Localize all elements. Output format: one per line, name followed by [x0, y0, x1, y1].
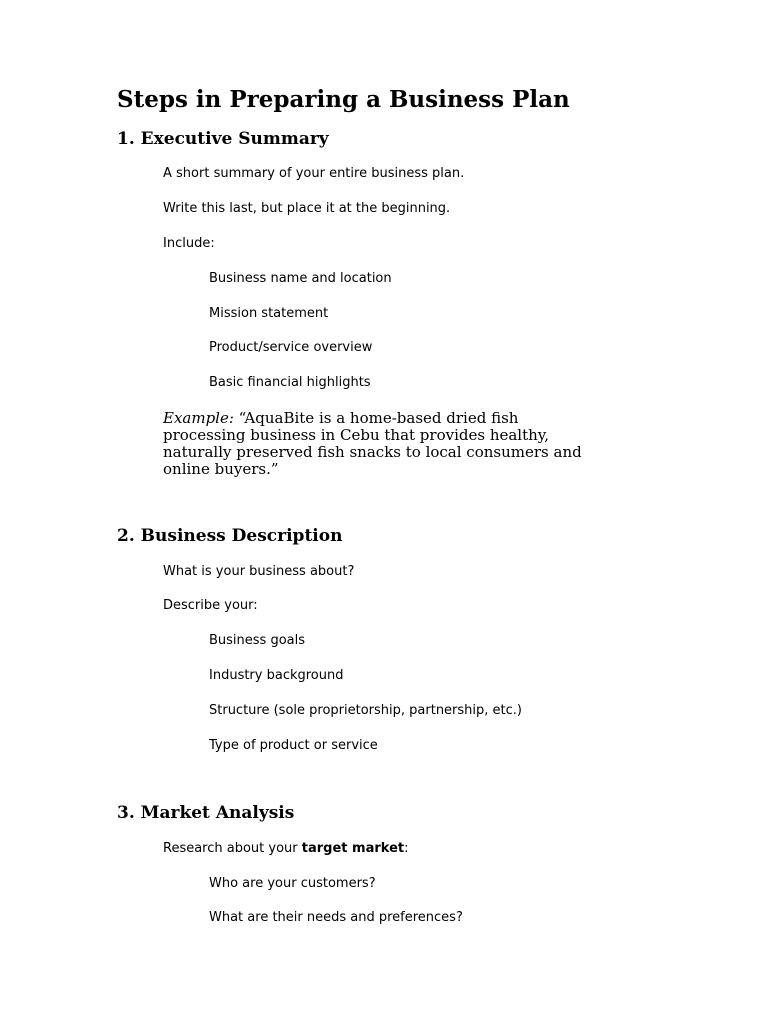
section-heading-market-analysis: 3. Market Analysis [117, 803, 295, 823]
example-label: Example: [163, 409, 234, 427]
paragraph: What is your business about? [163, 564, 355, 579]
intro-text: Research about your [163, 841, 302, 856]
list-item: What are their needs and preferences? [209, 910, 463, 925]
list-item: Basic financial highlights [209, 375, 371, 390]
paragraph: Include: [163, 236, 215, 251]
list-item: Mission statement [209, 306, 329, 321]
example-text: “AquaBite is a home-based dried fish processing business in Cebu that provides healthy, naturally preserved fish snacks to local consumers and online buyers.” [163, 409, 582, 478]
paragraph: Write this last, but place it at the beginning. [163, 201, 451, 216]
section-heading-business-description: 2. Business Description [117, 526, 343, 546]
intro-suffix: : [404, 841, 409, 856]
list-item: Business goals [209, 633, 306, 648]
list-item: Type of product or service [209, 738, 378, 753]
list-item: Product/service overview [209, 340, 373, 355]
intro-bold-text: target market [301, 841, 405, 856]
page-title: Steps in Preparing a Business Plan [117, 86, 570, 113]
paragraph: A short summary of your entire business plan. [163, 166, 465, 181]
list-item: Industry background [209, 668, 344, 683]
paragraph [163, 841, 409, 856]
section-heading-executive-summary: 1. Executive Summary [117, 129, 329, 149]
list-item: Structure (sole proprietorship, partnership, etc.) [209, 703, 522, 718]
list-item: Who are your customers? [209, 876, 376, 891]
list-item: Business name and location [209, 271, 392, 286]
example-paragraph [163, 410, 603, 478]
paragraph: Describe your: [163, 598, 258, 613]
